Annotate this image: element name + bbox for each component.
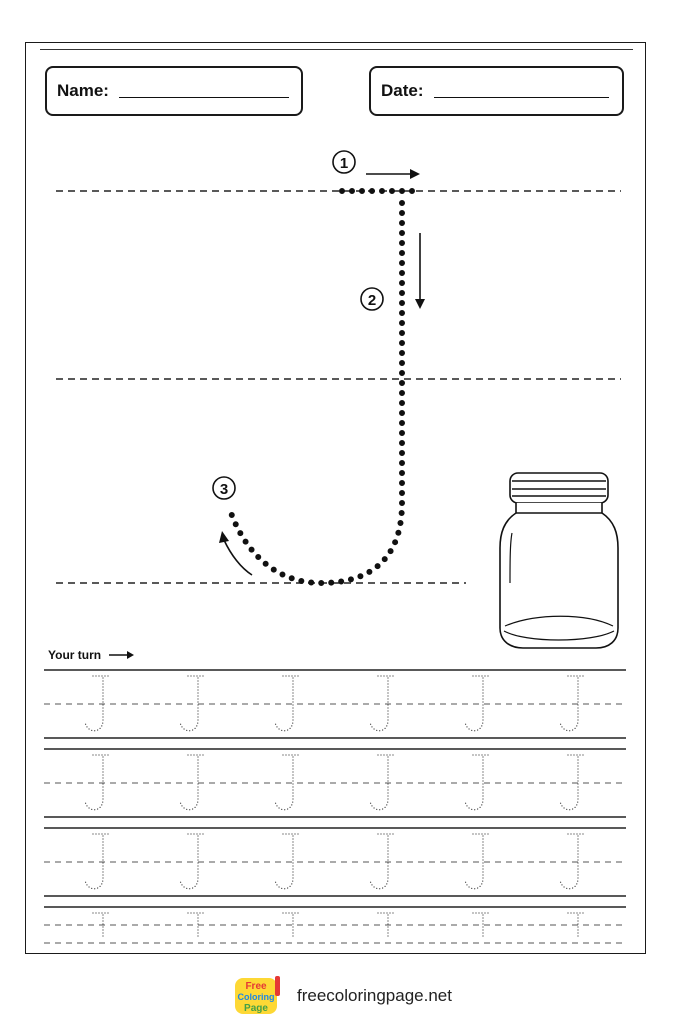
crayon-icon (275, 976, 280, 996)
dotted-letter-j-small (560, 755, 584, 810)
practice-row[interactable] (44, 670, 626, 738)
footer (0, 968, 683, 1024)
dotted-letter-j-small (465, 834, 489, 889)
dotted-letter-j-small (560, 676, 584, 731)
dotted-letter-j-small (93, 913, 109, 939)
logo-word-3: Page (244, 1003, 268, 1014)
dotted-letter-j-small (370, 676, 394, 731)
name-label: Name: (57, 81, 109, 100)
practice-row[interactable] (44, 907, 626, 943)
dotted-letter-j-small (275, 755, 299, 810)
practice-row[interactable] (44, 828, 626, 896)
dotted-letter-j-small (283, 913, 299, 939)
step-2-number: 2 (367, 292, 377, 309)
dotted-letter-j-small (188, 913, 204, 939)
dotted-letter-j-small (85, 676, 109, 731)
logo-word-1: Free (245, 981, 267, 992)
site-url[interactable]: freecoloringpage.net (296, 986, 452, 1005)
dotted-letter-j-small (85, 755, 109, 810)
dotted-letter-j-small (378, 913, 394, 939)
dotted-letter-j-small (275, 834, 299, 889)
dotted-letter-j-small (473, 913, 489, 939)
practice-row[interactable] (44, 749, 626, 817)
dotted-letter-j-small (85, 834, 109, 889)
site-logo[interactable] (231, 974, 285, 1018)
dotted-letter-j-small (560, 834, 584, 889)
dotted-letter-j-small (465, 676, 489, 731)
step-1-number: 1 (339, 155, 349, 172)
dotted-letter-j-small (180, 755, 204, 810)
your-turn-label: Your turn (48, 648, 102, 662)
logo-word-2: Coloring (237, 992, 275, 1002)
dotted-letter-j-small (275, 676, 299, 731)
step-3-number: 3 (219, 481, 229, 498)
dotted-letter-j-small (465, 755, 489, 810)
practice-grid[interactable] (26, 43, 647, 955)
dotted-letter-j-small (370, 755, 394, 810)
worksheet-page (25, 42, 646, 954)
dotted-letter-j-small (370, 834, 394, 889)
dotted-letter-j-small (180, 834, 204, 889)
dotted-letter-j-small (568, 913, 584, 939)
dotted-letter-j-small (180, 676, 204, 731)
date-label: Date: (381, 81, 424, 100)
